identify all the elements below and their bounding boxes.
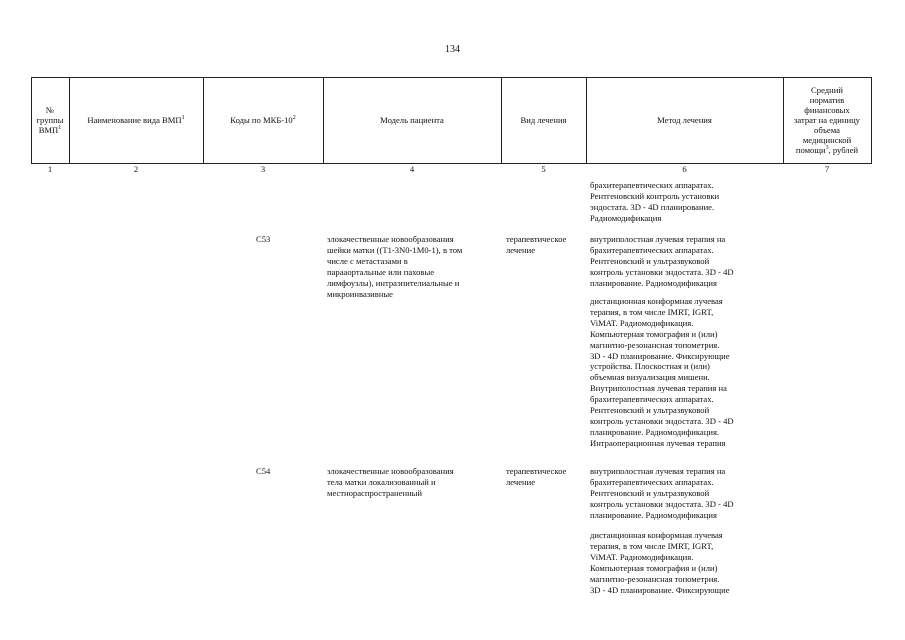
method-cell: дистанционная конформная лучевая терапия, в том числе IMRT, IGRT, ViMAT. Радиомодификация. Компьютерная томография и (или) магнитно-резонансная топометрия. 3D - 4D планирование. Фиксирующие	[590, 530, 730, 595]
header-cost-norm: Средний норматив финансовых затрат на единицу объема медицинской помощи$^3$, рублей	[794, 85, 860, 155]
header-icd-codes: Коды по МКБ-$10^2$	[230, 115, 296, 125]
column-number: 3	[260, 164, 266, 174]
patient-model-cell: злокачественные новообразования тела матки локализованный и местнораспространенный	[327, 466, 454, 498]
page-number: 134	[445, 44, 460, 55]
header-patient-model: Модель пациента	[380, 115, 444, 125]
icd-code-cell: C53	[256, 234, 271, 244]
treatment-type-cell: терапевтическое лечение	[506, 466, 567, 487]
method-cell: внутриполостная лучевая терапия на брахитерапевтических аппаратах. Рентгеновский и ультразвуковой контроль установки эндостата. 3D - 4D планирование. Радиомодификация	[590, 234, 734, 288]
column-number: 4	[409, 164, 415, 174]
header-group-number: № группы ВМП$^1$	[36, 105, 64, 135]
column-rule	[871, 77, 872, 163]
column-number: 6	[682, 164, 687, 174]
treatment-type-cell: терапевтическое лечение	[506, 234, 567, 255]
header-treatment-type: Вид лечения	[520, 115, 567, 125]
icd-code-cell: C54	[256, 466, 271, 476]
column-number: 7	[824, 164, 830, 174]
header-vmp-name: Наименование вида ВМП$^1$	[87, 115, 185, 125]
method-cell: брахитерапевтических аппаратах. Рентгеновский контроль установки эндостата. 3D - 4D планирование. Радиомодификация	[590, 180, 720, 223]
column-number: 5	[541, 164, 546, 174]
column-number: 2	[133, 164, 139, 174]
patient-model-cell: злокачественные новообразования шейки матки ((T1-3N0-1M0-1), в том числе с метастазами в парааортальные или паховые лимфоузлы), интраэпителиальные и микроинвазивные	[327, 234, 463, 299]
header-treatment-method: Метод лечения	[657, 115, 712, 125]
method-cell: внутриполостная лучевая терапия на брахитерапевтических аппаратах. Рентгеновский и ультразвуковой контроль установки эндостата. 3D - 4D планирование. Радиомодификация	[590, 466, 734, 520]
column-number: 1	[47, 164, 53, 174]
method-cell: дистанционная конформная лучевая терапия, в том числе IMRT, IGRT, ViMAT. Радиомодификация. Компьютерная томография и (или) магнитно-резонансная топометрия. 3D - 4D планирование. Фиксирующие устройства. Плоскостная и (или) объемная визуализация мишени. Внутриполостная лучевая терапия на брахитерапевтических аппаратах. Рентгеновский и ультразвуковой контроль установки эндостата. 3D - 4D планирование. Радиомодификация. Интраоперационная лучевая терапия	[590, 296, 734, 448]
